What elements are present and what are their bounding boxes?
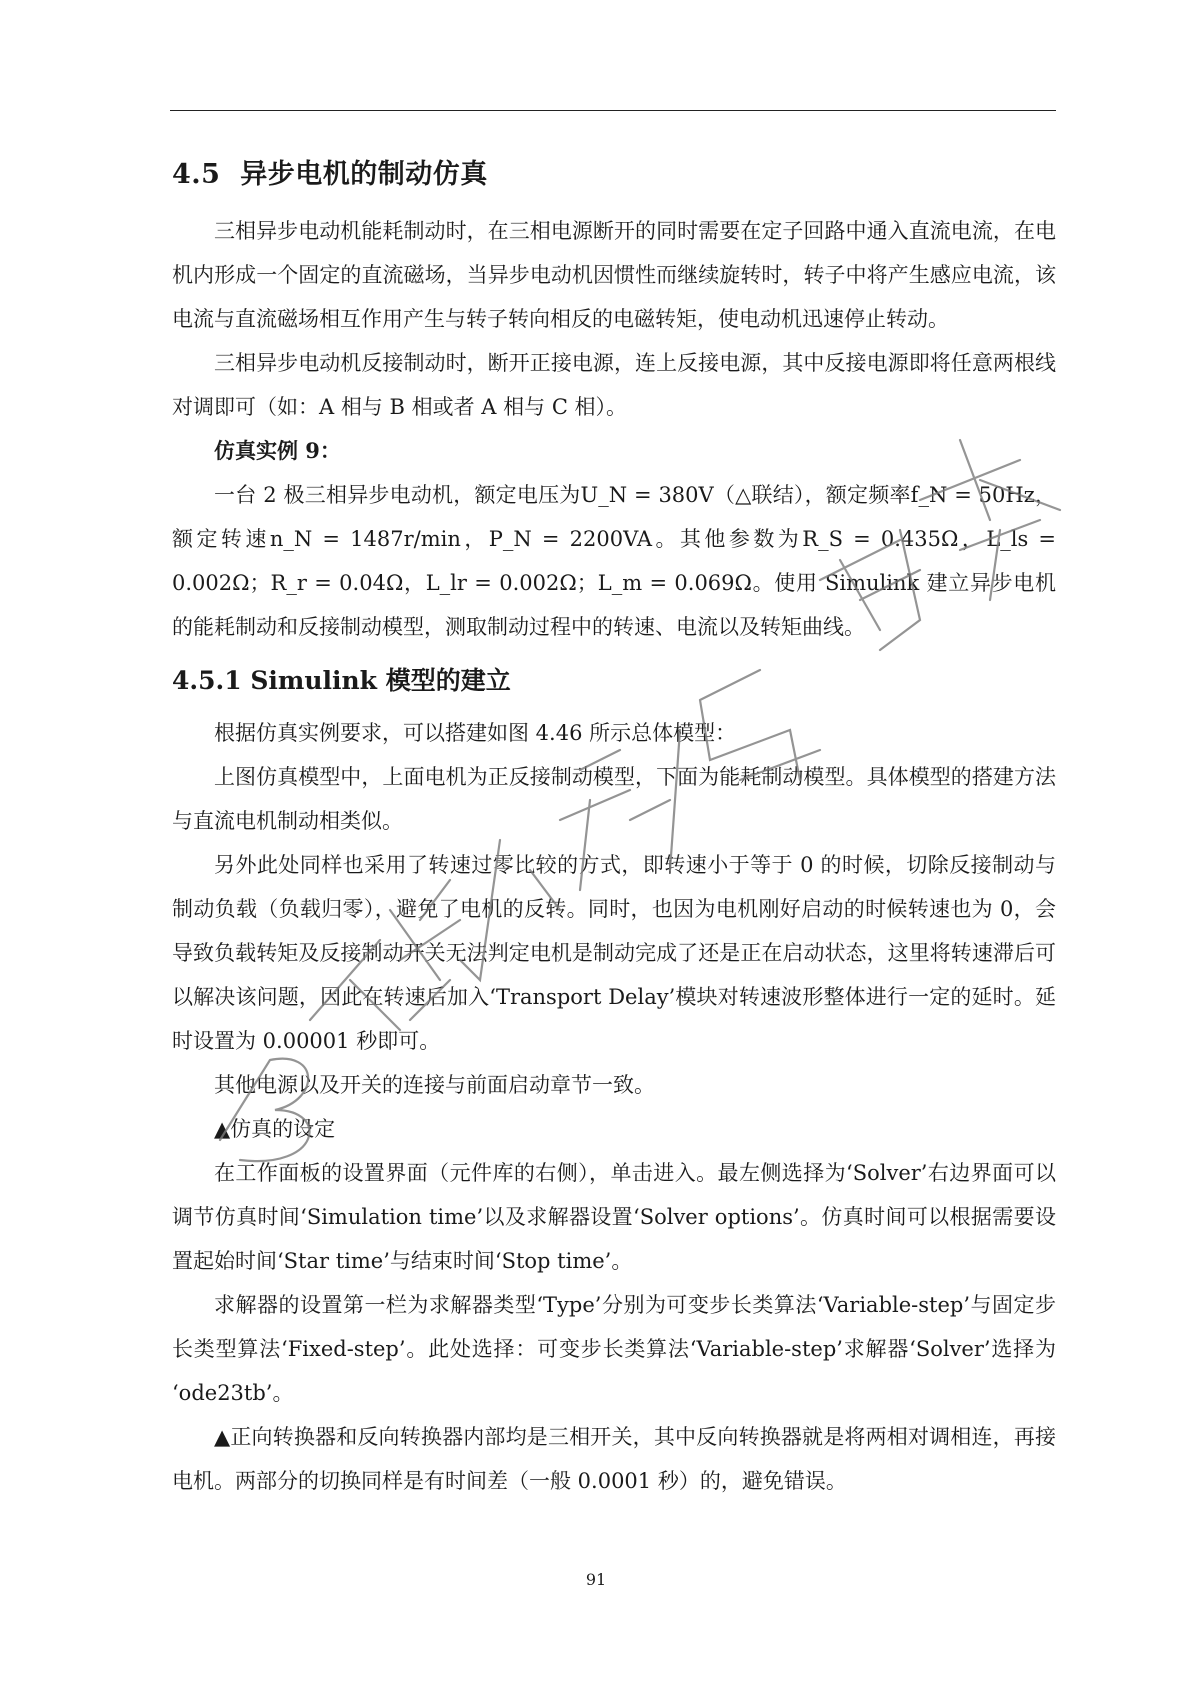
paragraph-converters: ▲正向转换器和反向转换器内部均是三相开关，其中反向转换器就是将两相对调相连，再接电机。两部分的切换同样是有时间差（一般 0.0001 秒）的，避免错误。	[172, 1425, 1056, 1493]
subsection-number: 4.5.1	[172, 666, 242, 695]
example-paragraph: 一台 2 极三相异步电动机，额定电压为U_N = 380V（△联结），额定频率f_N = 50Hz，额定转速n_N = 1487r/min，P_N = 2200VA。其他参数为R_S = 0.435Ω，L_ls = 0.002Ω；R_r = 0.04Ω，L_lr = 0.002Ω；L_m = 0.069Ω。使用 Simulink 建立异步电机的能耗制动和反接制动模型，测取制动过程中的转速、电流以及转矩曲线。	[172, 483, 1056, 639]
paragraph-sim-settings-heading: ▲仿真的设定	[214, 1117, 336, 1141]
page-number: 91	[585, 1570, 607, 1589]
paragraph-model-intro: 根据仿真实例要求，可以搭建如图 4.46 所示总体模型：	[214, 721, 737, 745]
subsection-title: Simulink 模型的建立	[250, 666, 511, 695]
paragraph-model-desc: 上图仿真模型中，上面电机为正反接制动模型，下面为能耗制动模型。具体模型的搭建方法与直流电机制动相类似。	[172, 765, 1056, 833]
paragraph-plugging: 三相异步电动机反接制动时，断开正接电源，连上反接电源，其中反接电源即将任意两根线对调即可（如：A 相与 B 相或者 A 相与 C 相）。	[172, 351, 1056, 419]
paragraph-dynamic-braking: 三相异步电动机能耗制动时，在三相电源断开的同时需要在定子回路中通入直流电流，在电机内形成一个固定的直流磁场，当异步电动机因惯性而继续旋转时，转子中将产生感应电流，该电流与直流磁场相互作用产生与转子转向相反的电磁转矩，使电动机迅速停止转动。	[172, 219, 1056, 331]
subsection-heading	[172, 661, 1056, 697]
paragraph-connections: 其他电源以及开关的连接与前面启动章节一致。	[214, 1073, 655, 1097]
paragraph-solver-settings: 在工作面板的设置界面（元件库的右侧），单击进入。最左侧选择为‘Solver’右边界面可以调节仿真时间‘Simulation time’以及求解器设置‘Solver options’。仿真时间可以根据需要设置起始时间‘Star time’与结束时间‘Stop time’。	[172, 1161, 1056, 1273]
header-rule	[170, 110, 1056, 111]
page-content	[172, 140, 1056, 1503]
section-heading	[172, 152, 1056, 191]
section-number: 4.5	[172, 159, 221, 190]
paragraph-zero-crossing: 另外此处同样也采用了转速过零比较的方式，即转速小于等于 0 的时候，切除反接制动与制动负载（负载归零），避免了电机的反转。同时，也因为电机刚好启动的时候转速也为 0，会导致负载转矩及反接制动开关无法判定电机是制动完成了还是正在启动状态，这里将转速滞后可以解决该问题，因此在转速后加入‘Transport Delay’模块对转速波形整体进行一定的延时。延时设置为 0.00001 秒即可。	[172, 853, 1056, 1053]
example-label: 仿真实例 9：	[214, 438, 341, 463]
paragraph-solver-type: 求解器的设置第一栏为求解器类型‘Type’分别为可变步长类算法‘Variable-step’与固定步长类型算法‘Fixed-step’。此处选择：可变步长类算法‘Variable-step’求解器‘Solver’选择为 ‘ode23tb’。	[172, 1293, 1056, 1405]
section-title: 异步电机的制动仿真	[240, 159, 488, 190]
